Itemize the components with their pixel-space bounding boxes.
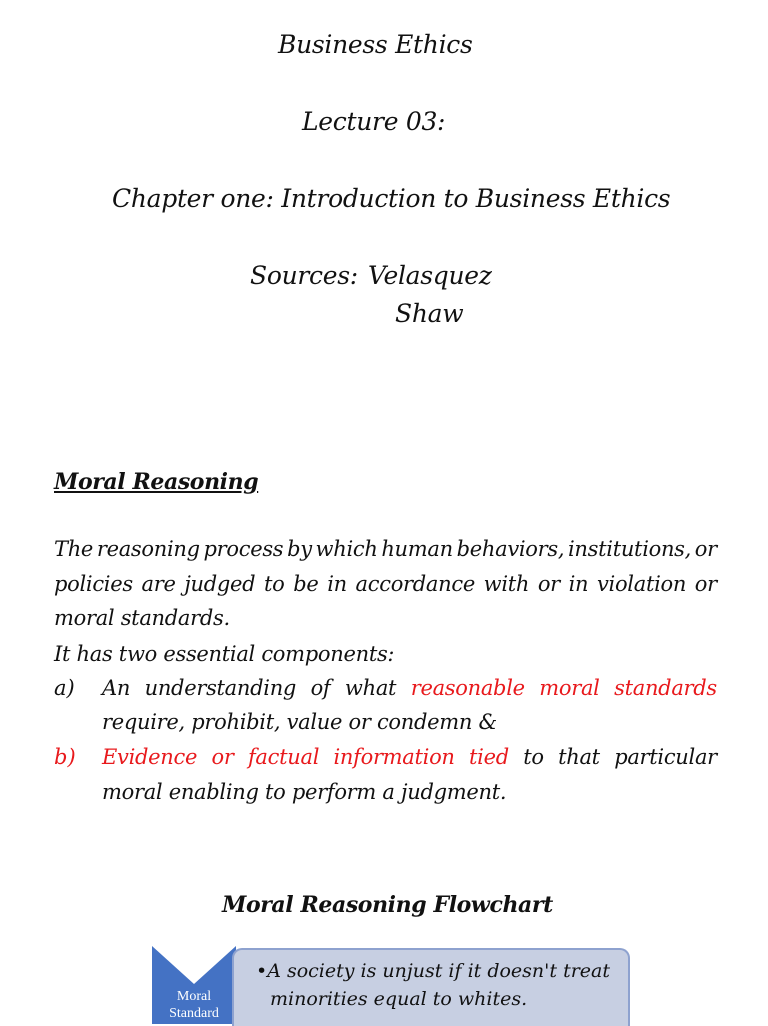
list-item-b-line-2: moral enabling to perform a judgment. — [102, 780, 507, 804]
badge-label-line-2: Standard — [169, 1006, 219, 1021]
word: of — [310, 676, 331, 700]
word: Evidence — [102, 745, 198, 769]
flowchart-content-box — [232, 948, 630, 1026]
word: by — [287, 537, 312, 561]
flowchart-bullet-line-2: minorities equal to whites. — [270, 988, 528, 1010]
word: in — [568, 572, 589, 596]
word: be — [293, 572, 319, 596]
word: or — [694, 572, 717, 596]
word: that — [558, 745, 600, 769]
word: policies — [54, 572, 133, 596]
word: or — [694, 537, 717, 561]
word: reasonable — [410, 676, 525, 700]
badge-label — [152, 988, 236, 1022]
word: violation — [596, 572, 687, 596]
word: accordance — [355, 572, 475, 596]
word: behaviors, — [456, 537, 565, 561]
list-marker-b: b) — [54, 745, 76, 769]
word: in — [327, 572, 347, 596]
word: particular — [614, 745, 717, 769]
word: what — [344, 676, 397, 700]
word: with — [483, 572, 530, 596]
word: understanding — [144, 676, 297, 700]
list-item-a-line-2: require, prohibit, value or condemn & — [102, 710, 497, 734]
paragraph-line-3: moral standards. — [54, 606, 230, 630]
list-marker-a: a) — [54, 676, 75, 700]
word: judged — [184, 572, 256, 596]
course-title: Business Ethics — [278, 30, 473, 59]
word: tied — [469, 745, 509, 769]
word: standards — [614, 676, 717, 700]
section-heading: Moral Reasoning — [54, 469, 259, 495]
word: factual — [247, 745, 320, 769]
source-shaw: Shaw — [395, 299, 464, 328]
badge-label-line-1: Moral — [176, 989, 212, 1004]
word: are — [141, 572, 176, 596]
flowchart-title: Moral Reasoning Flowchart — [222, 892, 553, 918]
bullet-text-1: A society is unjust if it doesn't treat — [267, 960, 610, 982]
lecture-number: Lecture 03: — [302, 107, 446, 136]
word: The — [54, 537, 94, 561]
word: to — [523, 745, 544, 769]
bullet-icon: • — [256, 960, 268, 982]
source-velasquez: Velasquez — [368, 261, 492, 290]
word: or — [537, 572, 560, 596]
list-item-a-line-1 — [102, 676, 717, 700]
moral-standard-badge — [152, 946, 236, 1024]
sources-label: Sources: — [250, 261, 358, 290]
chapter-title: Chapter one: Introduction to Business Ethics — [112, 184, 671, 213]
components-intro: It has two essential components: — [54, 642, 395, 666]
paragraph-line-1 — [54, 537, 717, 561]
word: reasoning — [96, 537, 200, 561]
word: institutions, — [568, 537, 692, 561]
flowchart-bullet-line-1 — [256, 960, 610, 982]
word: or — [211, 745, 234, 769]
word: to — [264, 572, 285, 596]
list-item-b-line-1 — [102, 745, 717, 769]
word: which — [315, 537, 378, 561]
paragraph-line-2 — [54, 572, 717, 596]
word: moral — [539, 676, 600, 700]
word: human — [381, 537, 453, 561]
word: process — [203, 537, 284, 561]
chevron-notch-shape — [152, 946, 236, 984]
word: An — [102, 676, 131, 700]
word: information — [333, 745, 455, 769]
